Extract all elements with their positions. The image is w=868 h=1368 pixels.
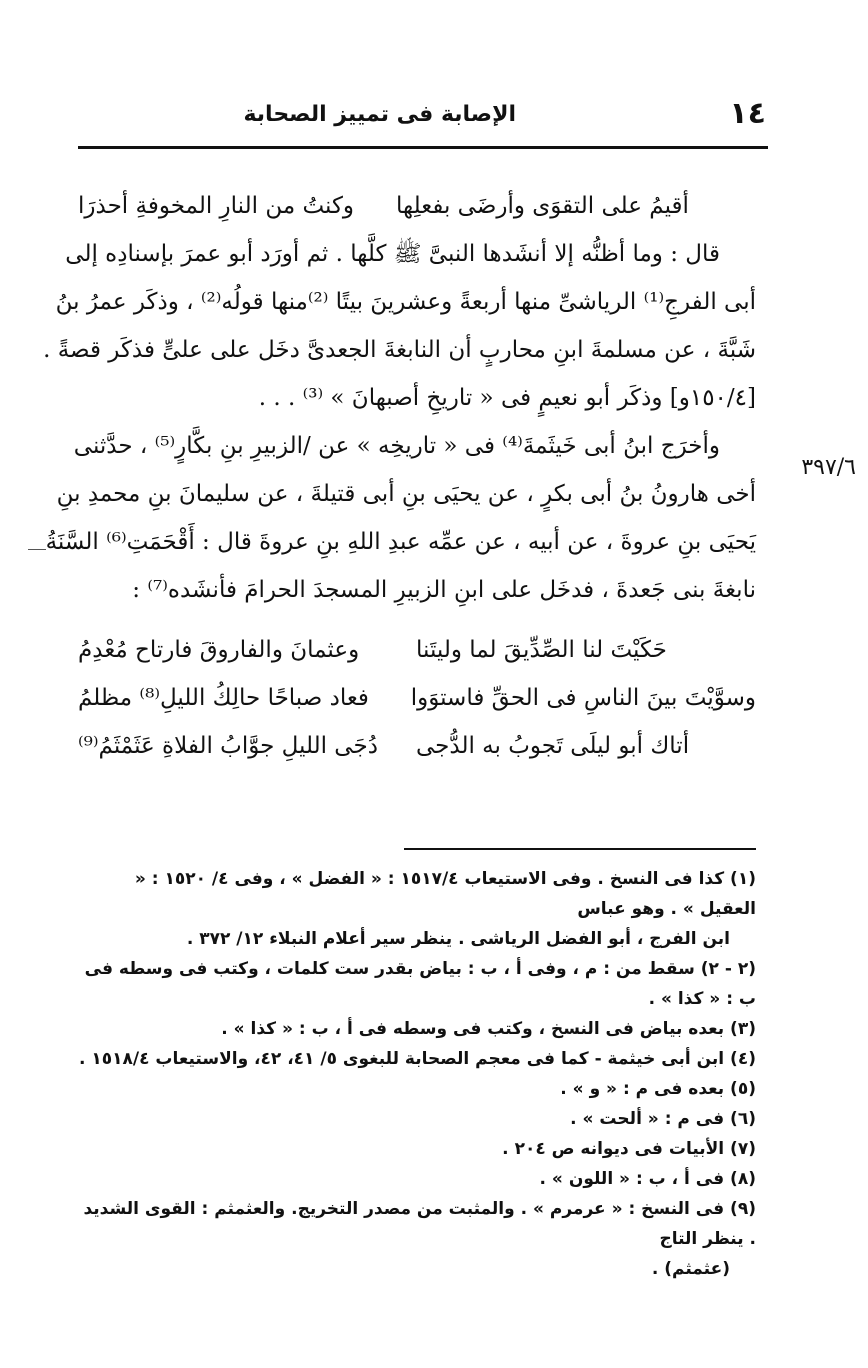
footnote: (٤) ابن أبى خيثمة - كما فى معجم الصحابة للبغوى ٥/ ٤١، ٤٢، والاستيعاب ١٥١٨/٤ .: [79, 1049, 756, 1069]
margin-reference: ٣٩٧/٦: [801, 455, 856, 480]
verse-second-hemistich: وعثمانَ والفاروقَ فارتاح مُعْدِمُ: [78, 637, 360, 663]
header-rule: [78, 146, 768, 149]
footnote: (٩) فى النسخ : « عرمرم » . والمثبت من مصدر التخريج. والعثمثم : القوى الشديد . ينظر التاج: [83, 1199, 756, 1249]
text-line: شَبَّةَ ، عن مسلمةَ ابنِ محاربٍ أن النابغةَ الجعدىَّ دخَل على علىٍّ فذكَر قصةً .: [43, 337, 756, 363]
verse-first-hemistich: أتاك أبو ليلَى تَجوبُ به الدُّجى: [416, 733, 690, 759]
footnote-continuation: ابن الفرج ، أبو الفضل الرياشى . ينظر سير أعلام النبلاء ١٢/ ٣٧٢ .: [186, 929, 730, 949]
verse-second-hemistich: وكنتُ من النارِ المخوفةِ أحذرَا: [78, 193, 355, 219]
footnote-rule: [404, 848, 756, 850]
page-number: ١٤: [729, 96, 766, 131]
verse-line: [78, 722, 756, 770]
footnote: (١) كذا فى النسخ . وفى الاستيعاب ١٥١٧/٤ : « الفضل » ، وفى ٤/ ١٥٢٠ : « العقيل » . وهو عباس: [134, 869, 756, 919]
footnotes: [78, 864, 756, 1284]
verse-line: [78, 674, 756, 722]
text-line: أبى الفرجِ⁽¹⁾ الرياشىِّ منها أربعةً وعشرينَ بيتًا ⁽²⁾منها قولُه⁽²⁾ ، وذكَر عمرُ بنُ: [55, 289, 756, 315]
main-text: [43, 182, 756, 770]
text-line: وأخرَج ابنُ أبى خَيثَمةَ⁽⁴⁾ فى « تاريخِه » عن /الزبيرِ بنِ بكَّارٍ⁽⁵⁾ ، حدَّثنى: [73, 433, 720, 459]
verse-first-hemistich: أقيمُ على التقوَى وأرضَى بفعلِها: [396, 193, 689, 219]
text-line: أخى هارونُ بنُ أبى بكرٍ ، عن يحيَى بنِ أبى قتيلةَ ، عن سليمانَ بنِ محمدِ بنِ: [56, 481, 756, 507]
footnote: (٥) بعده فى م : « و » .: [560, 1079, 756, 1099]
text-line: [١٥٠/٤و] وذكَر أبو نعيمٍ فى « تاريخِ أصبهانَ » ⁽³⁾ . . .: [258, 385, 756, 411]
page-header: [78, 96, 766, 140]
footnote: (٨) فى أ ، ب : « اللون » .: [539, 1169, 756, 1189]
footnote: (٣) بعده بياض فى النسخ ، وكتب فى وسطه فى أ ، ب : « كذا » .: [221, 1019, 756, 1039]
footnote-continuation: (عثمثم) .: [651, 1259, 730, 1279]
verse-first-hemistich: وسوَّيْتَ بينَ الناسِ فى الحقِّ فاستوَوا: [410, 685, 756, 711]
verse-line: [78, 626, 756, 674]
running-title: الإصابة فى تمييز الصحابة: [243, 102, 516, 127]
verse-second-hemistich: فعاد صباحًا حالِكُ الليلِ⁽⁸⁾ مظلمُ: [78, 685, 369, 711]
verse-first-hemistich: حَكَيْتَ لنا الصِّدِّيقَ لما وليتَنا: [416, 637, 667, 663]
footnote: (٧) الأبيات فى ديوانه ص ٢٠٤ .: [502, 1139, 756, 1159]
text-line: قال : وما أظنُّه إلا أنشَدها النبىَّ ﷺ كلَّها . ثم أورَد أبو عمرَ بإسنادِه إلى: [65, 241, 720, 267]
footnote: (٦) فى م : « ألحت » .: [570, 1109, 756, 1129]
text-line: نابغةَ بنى جَعدةَ ، فدخَل على ابنِ الزبيرِ المسجدَ الحرامَ فأنشَده⁽⁷⁾ :: [132, 577, 756, 603]
footnote: (٢ - ٢) سقط من : م ، وفى أ ، ب : بياض بقدر ست كلمات ، وكتب فى وسطه فى ب : « كذا » .: [84, 959, 756, 1009]
margin-tick: [28, 549, 46, 550]
verse-line: [78, 182, 756, 230]
text-line: يَحيَى بنِ عروةَ ، عن أبيه ، عن عمِّه عبدِ اللهِ بنِ عروةَ قال : أَقْحَمَتِ⁽⁶⁾ السَّنَةُ: [45, 529, 756, 555]
verse-second-hemistich: دُجَى الليلِ جوَّابُ الفلاةِ عَثَمْثَمُ⁽⁹⁾: [78, 733, 378, 759]
